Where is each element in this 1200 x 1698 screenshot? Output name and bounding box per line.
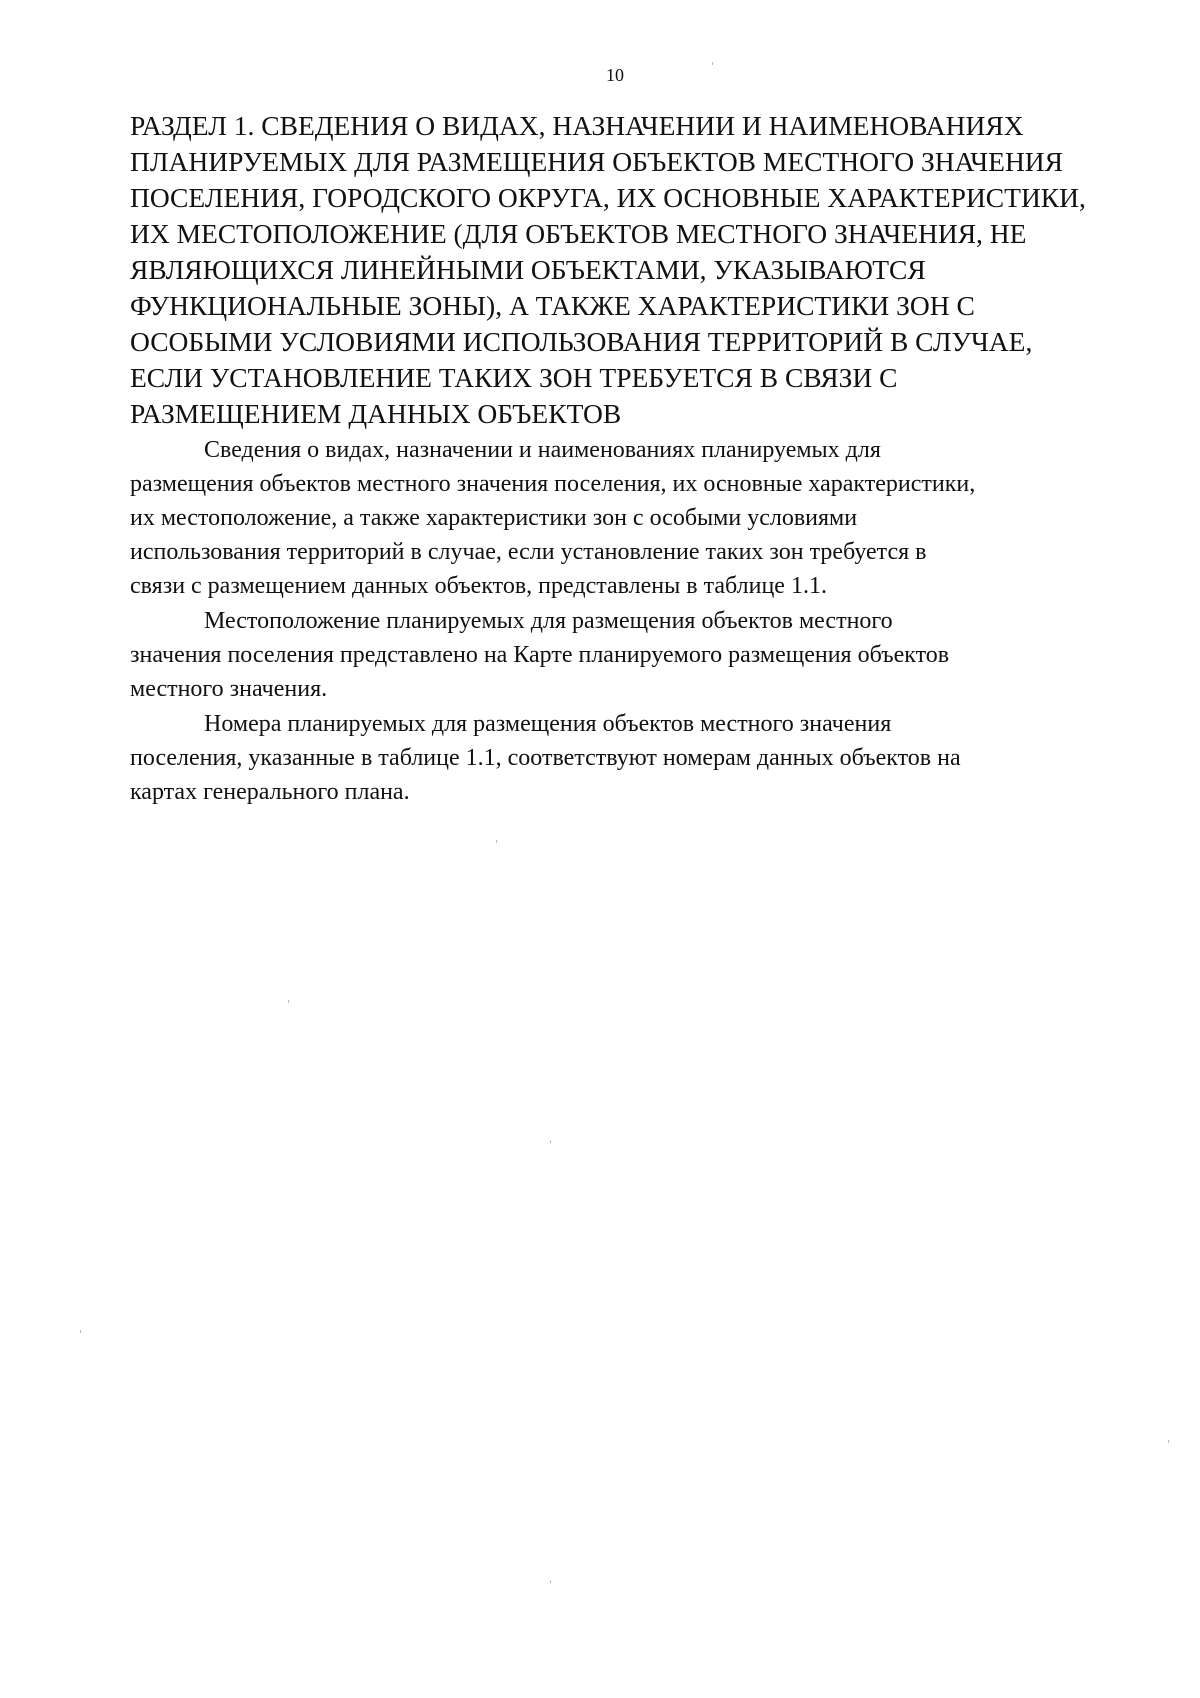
paragraph-line: значения поселения представлено на Карте планируемого размещения объектов	[130, 642, 950, 668]
heading-line: ПОСЕЛЕНИЯ, ГОРОДСКОГО ОКРУГА, ИХ ОСНОВНЫЕ ХАРАКТЕРИСТИКИ,	[130, 182, 1086, 213]
paragraph-line: связи с размещением данных объектов, представлены в таблице 1.1.	[130, 573, 827, 599]
paragraph-numbering-note	[130, 707, 1150, 809]
scan-speck	[288, 1000, 289, 1003]
heading-line: РАЗМЕЩЕНИЕМ ДАННЫХ ОБЪЕКТОВ	[130, 398, 622, 429]
paragraph-map-reference	[130, 604, 1150, 706]
document-body	[130, 108, 1150, 809]
scan-speck	[1168, 1440, 1169, 1443]
scan-speck	[550, 1140, 551, 1143]
heading-line: РАЗДЕЛ 1. СВЕДЕНИЯ О ВИДАХ, НАЗНАЧЕНИИ И НАИМЕНОВАНИЯХ	[130, 110, 1024, 141]
heading-line: ЕСЛИ УСТАНОВЛЕНИЕ ТАКИХ ЗОН ТРЕБУЕТСЯ В СВЯЗИ С	[130, 362, 898, 393]
paragraph-line: размещения объектов местного значения поселения, их основные характеристики,	[130, 471, 976, 497]
paragraph-table-reference	[130, 433, 1150, 603]
paragraph-line: поселения, указанные в таблице 1.1, соответствуют номерам данных объектов на	[130, 745, 961, 771]
heading-line: ОСОБЫМИ УСЛОВИЯМИ ИСПОЛЬЗОВАНИЯ ТЕРРИТОРИЙ В СЛУЧАЕ,	[130, 326, 1033, 357]
scan-speck	[80, 1330, 81, 1333]
page-number: 10	[606, 65, 624, 85]
scan-speck	[496, 840, 497, 843]
paragraph-line: картах генерального плана.	[130, 779, 410, 805]
scan-speck	[550, 1580, 551, 1583]
scan-speck	[712, 62, 713, 65]
section-heading	[130, 108, 1150, 432]
paragraph-line: их местоположение, а также характеристики зон с особыми условиями	[130, 505, 858, 531]
heading-line: ФУНКЦИОНАЛЬНЫЕ ЗОНЫ), А ТАКЖЕ ХАРАКТЕРИСТИКИ ЗОН С	[130, 290, 975, 321]
paragraph-line: использования территорий в случае, если установление таких зон требуется в	[130, 539, 927, 565]
heading-line: ИХ МЕСТОПОЛОЖЕНИЕ (ДЛЯ ОБЪЕКТОВ МЕСТНОГО ЗНАЧЕНИЯ, НЕ	[130, 218, 1027, 249]
paragraph-line: Местоположение планируемых для размещения объектов местного	[204, 608, 893, 634]
paragraph-line: местного значения.	[130, 676, 328, 702]
heading-line: ПЛАНИРУЕМЫХ ДЛЯ РАЗМЕЩЕНИЯ ОБЪЕКТОВ МЕСТНОГО ЗНАЧЕНИЯ	[130, 146, 1063, 177]
paragraph-line: Сведения о видах, назначении и наименованиях планируемых для	[204, 437, 881, 463]
paragraph-line: Номера планируемых для размещения объектов местного значения	[204, 711, 892, 737]
heading-line: ЯВЛЯЮЩИХСЯ ЛИНЕЙНЫМИ ОБЪЕКТАМИ, УКАЗЫВАЮТСЯ	[130, 254, 926, 285]
